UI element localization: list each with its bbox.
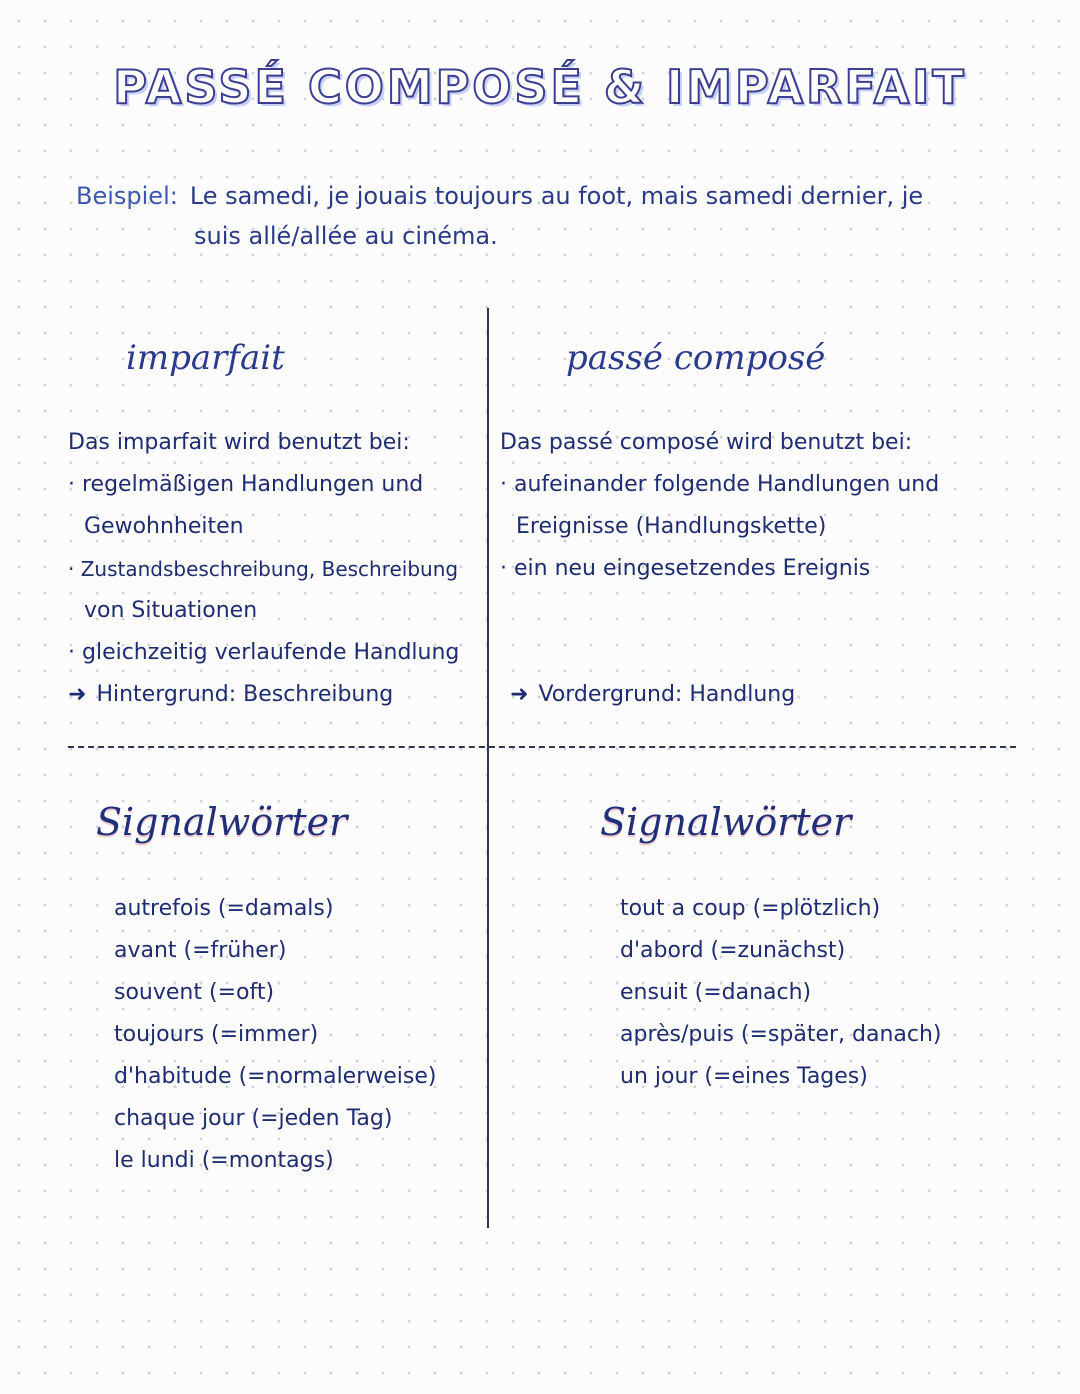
imparfait-line-4: von Situationen <box>84 598 258 623</box>
passe-compose-signal-list <box>620 888 942 1098</box>
imparfait-conclusion-row <box>68 674 480 716</box>
passe-compose-line-2: Ereignisse (Handlungskette) <box>516 514 827 539</box>
section-divider <box>68 746 1016 748</box>
signal-word: souvent (=oft) <box>114 980 275 1005</box>
imparfait-intro: Das imparfait wird benutzt bei: <box>68 430 410 455</box>
column-divider <box>487 308 489 1228</box>
example-line-2: suis allé/allée au cinéma. <box>194 222 498 250</box>
imparfait-conclusion: Hintergrund: Beschreibung <box>96 682 394 707</box>
signal-word: autrefois (=damals) <box>114 896 334 921</box>
imparfait-signal-list <box>114 888 436 1182</box>
example-line-1: Le samedi, je jouais toujours au foot, mais samedi dernier, je <box>189 182 924 210</box>
signal-word: un jour (=eines Tages) <box>620 1064 868 1089</box>
signal-word: le lundi (=montags) <box>114 1148 334 1173</box>
signal-word: ensuit (=danach) <box>620 980 812 1005</box>
imparfait-signal-heading: Signalwörter <box>96 800 348 844</box>
page-title: PASSÉ COMPOSÉ & IMPARFAIT <box>113 60 967 114</box>
imparfait-line-1: · regelmäßigen Handlungen und <box>68 472 424 497</box>
signal-word: d'abord (=zunächst) <box>620 938 846 963</box>
signal-word: avant (=früher) <box>114 938 287 963</box>
passe-compose-conclusion: Vordergrund: Handlung <box>538 682 796 707</box>
passe-compose-conclusion-row <box>500 674 1010 716</box>
imparfait-line-5: · gleichzeitig verlaufende Handlung <box>68 640 460 665</box>
signal-word: toujours (=immer) <box>114 1022 319 1047</box>
signal-word: chaque jour (=jeden Tag) <box>114 1106 393 1131</box>
imparfait-heading: imparfait <box>126 338 285 378</box>
example-block <box>76 176 923 256</box>
signal-word: après/puis (=später, danach) <box>620 1022 942 1047</box>
passe-compose-heading: passé composé <box>566 338 826 378</box>
passe-compose-usage <box>500 422 1010 716</box>
signal-word: tout a coup (=plötzlich) <box>620 896 881 921</box>
arrow-right-icon: ➜ <box>68 682 87 707</box>
example-label: Beispiel: <box>76 182 178 210</box>
arrow-right-icon: ➜ <box>510 682 529 707</box>
passe-compose-intro: Das passé composé wird benutzt bei: <box>500 430 913 455</box>
imparfait-line-2: Gewohnheiten <box>84 514 244 539</box>
passe-compose-signal-heading: Signalwörter <box>600 800 852 844</box>
imparfait-line-3: · Zustandsbeschreibung, Beschreibung <box>68 557 459 581</box>
passe-compose-line-1: · aufeinander folgende Handlungen und <box>500 472 940 497</box>
passe-compose-line-3: · ein neu eingesetzendes Ereignis <box>500 556 871 581</box>
imparfait-usage <box>68 422 480 716</box>
signal-word: d'habitude (=normalerweise) <box>114 1064 437 1089</box>
